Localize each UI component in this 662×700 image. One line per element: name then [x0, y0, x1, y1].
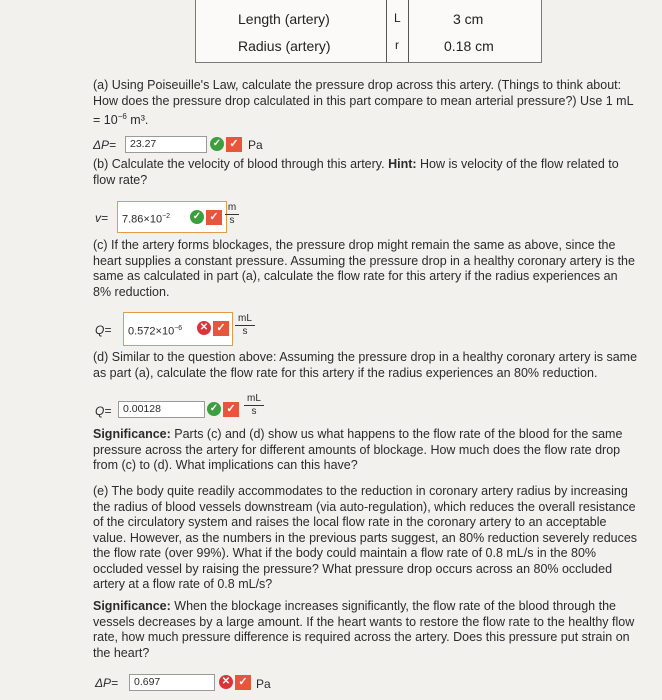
part-d-unit: $\frac{mL}{s}$ — [244, 393, 264, 418]
row-length-value: 3 cm — [453, 11, 484, 27]
part-c-question: (c) If the artery forms blockages, the pressure drop might remain the same as above, since the heart supplies a constant pressure. Assuming the pressure drop in a healthy coronary artery is the same as calculated in part (a), calculate the flow rate for this artery if the radius experiences an 8% reduction. — [93, 238, 635, 299]
part-e-question: (e) The body quite readily accommodates to the reduction in coronary artery radius by increasing the radius of blood vessels downstream (via auto-regulation), which reduces the overall resistance of the circulatory system and raises the local flow rate in the coronary artery to an acceptable value. However, as the numbers in the previous parts suggest, an 80% reduction severely reduces the flow rate (over 99%). What if the body could maintain a flow rate of 0.8 mL/s in the 80% occluded vessel by raising the pressure? What pressure drop occurs across an 80% occluded artery at a flow rate of 0.8 mL/s? — [93, 484, 638, 591]
answer-feedback-icon[interactable]: ✓ — [206, 210, 222, 225]
significance-2: Significance: When the blockage increases significantly, the flow rate of the blood through the vessels decreases by a large amount. If the heart wants to restore the flow rate to the healthy flow rate, how much pressure difference is required across the artery. Does this pressure put strain on the heart? — [93, 599, 635, 660]
correct-check-icon: ✓ — [210, 137, 224, 151]
row-radius-value: 0.18 cm — [444, 38, 494, 54]
part-b-unit: $\frac{m}{s}$ — [225, 202, 239, 227]
part-d-question: (d) Similar to the question above: Assuming the pressure drop in a healthy coronary artery is same as part (a), calculate the flow rate for this artery if the radius experiences an 80% reduction. — [93, 350, 638, 380]
answer-feedback-icon[interactable]: ✓ — [213, 321, 229, 336]
row-length-name: Length (artery) — [238, 11, 330, 27]
delta-p-label: ΔP= — [93, 138, 117, 152]
part-a-unit: Pa — [248, 138, 263, 152]
flow-rate-label-d: Q= — [95, 404, 112, 418]
table-divider — [408, 0, 409, 62]
part-c-unit: $\frac{mL}{s}$ — [235, 313, 255, 338]
velocity-label: v= — [95, 211, 109, 225]
part-c-answer-input[interactable]: $0.572\times 10^{-6}$ — [123, 312, 233, 346]
row-radius-symbol: r — [395, 38, 399, 52]
answer-feedback-icon[interactable]: ✓ — [235, 675, 251, 690]
part-a-question: (a) Using Poiseuille's Law, calculate the pressure drop across this artery. (Things to think about: How does the pressure drop calculated in this part compare to mean arterial pressure?) Use 1 mL = $10^{-6}$ m³. — [93, 78, 634, 128]
row-radius-name: Radius (artery) — [238, 38, 331, 54]
correct-check-icon: ✓ — [190, 210, 204, 224]
table-divider — [386, 0, 387, 62]
significance-1: Significance: Parts (c) and (d) show us what happens to the flow rate of the blood for the same pressure across the artery for different amounts of blockage. How much does the flow rate drop from (c) to (d). What implications can this have? — [93, 427, 623, 472]
part-b-question: (b) Calculate the velocity of blood through this artery. Hint: How is velocity of the flow related to flow rate? — [93, 157, 619, 187]
part-b-answer-input[interactable]: $7.86\times 10^{-2}$ — [117, 201, 227, 233]
part-a-answer-input[interactable]: 23.27 — [125, 136, 207, 153]
incorrect-x-icon: ✕ — [219, 675, 233, 689]
answer-feedback-icon[interactable]: ✓ — [226, 137, 242, 152]
part-d-answer-input[interactable]: 0.00128 — [118, 401, 205, 418]
part-e-answer-input[interactable]: 0.697 — [129, 674, 215, 691]
delta-p-label-e: ΔP= — [95, 676, 119, 690]
part-e-unit: Pa — [256, 677, 271, 691]
correct-check-icon: ✓ — [207, 402, 221, 416]
row-length-symbol: L — [394, 11, 401, 25]
given-values-table — [195, 0, 542, 63]
flow-rate-label-c: Q= — [95, 323, 112, 337]
answer-feedback-icon[interactable]: ✓ — [223, 402, 239, 417]
incorrect-x-icon: ✕ — [197, 321, 211, 335]
